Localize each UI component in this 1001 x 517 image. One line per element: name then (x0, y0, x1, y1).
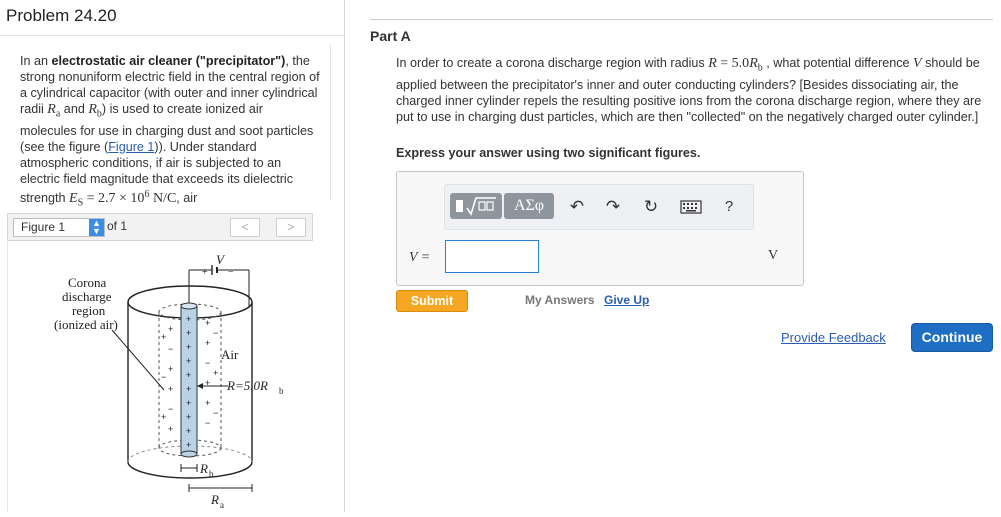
figure-navigation-bar (7, 213, 313, 241)
label-corona: Corona (68, 275, 107, 290)
label-plus: + (202, 267, 208, 278)
templates-icon (450, 193, 502, 219)
svg-text:−: − (205, 418, 211, 428)
math-toolbar (444, 184, 754, 230)
answer-instruction: Express your answer using two significant figures. (396, 146, 701, 160)
my-answers-label: My Answers (525, 293, 595, 307)
svg-text:−: − (168, 404, 174, 414)
svg-text:+: + (186, 398, 192, 408)
label-r-equation: R=5.0R (227, 378, 268, 393)
figure-link[interactable]: Figure 1 (108, 139, 155, 154)
svg-text:+: + (205, 398, 211, 408)
keyboard-icon[interactable] (679, 195, 703, 219)
svg-text:+: + (186, 342, 192, 352)
select-chevron-icon: ▲ ▼ (89, 219, 104, 236)
answer-unit: V (768, 248, 779, 263)
problem-title: Problem 24.20 (6, 6, 117, 25)
svg-text:−: − (213, 408, 219, 418)
label-region: region (72, 303, 106, 318)
svg-text:+: + (186, 328, 192, 338)
label-ra: R (211, 492, 219, 507)
figure-count: of 1 (107, 219, 128, 233)
answer-box (396, 171, 804, 286)
svg-text:+: + (186, 370, 192, 380)
problem-panel (0, 0, 345, 512)
answer-input[interactable] (445, 240, 539, 273)
label-v: V (216, 252, 224, 267)
continue-button[interactable]: Continue (911, 323, 993, 352)
precipitator-diagram (8, 240, 328, 512)
give-up-link[interactable]: Give Up (604, 293, 650, 307)
prev-figure-button[interactable]: < (230, 218, 260, 237)
redo-icon[interactable]: ↷ (605, 197, 621, 216)
svg-text:+: + (168, 324, 174, 334)
svg-text:+: + (168, 424, 174, 434)
svg-text:−: − (161, 372, 167, 382)
label-ra-sub: a (220, 500, 224, 510)
svg-text:+: + (186, 384, 192, 394)
answer-label: V = (409, 250, 431, 265)
undo-icon[interactable]: ↶ (569, 197, 585, 216)
greek-symbols-button[interactable]: ΑΣφ (504, 193, 554, 219)
label-discharge: discharge (62, 289, 112, 304)
label-ionized-air: (ionized air) (54, 317, 118, 332)
provide-feedback-link[interactable]: Provide Feedback (781, 330, 886, 345)
svg-text:−: − (205, 358, 211, 368)
figure-select[interactable]: Figure 1 ▲ ▼ (13, 218, 105, 237)
svg-text:+: + (186, 440, 192, 450)
divider (0, 35, 344, 36)
svg-text:+: + (205, 378, 211, 388)
svg-text:+: + (186, 356, 192, 366)
svg-text:+: + (168, 384, 174, 394)
svg-text:+: + (168, 364, 174, 374)
svg-text:+: + (186, 412, 192, 422)
next-figure-button[interactable]: > (276, 218, 306, 237)
svg-text:+: + (186, 314, 192, 324)
label-rb-sub: b (209, 469, 214, 479)
svg-text:+: + (161, 332, 167, 342)
label-air: Air (221, 347, 239, 362)
svg-text:−: − (213, 328, 219, 338)
svg-text:+: + (205, 338, 211, 348)
templates-button[interactable] (450, 193, 502, 219)
help-icon[interactable]: ? (724, 198, 734, 215)
svg-text:+: + (205, 318, 211, 328)
label-r-equation-sub: b (279, 386, 284, 396)
problem-statement-box[interactable] (8, 44, 331, 209)
svg-text:+: + (161, 412, 167, 422)
reset-icon[interactable]: ↻ (643, 197, 659, 216)
label-rb: R (200, 461, 208, 476)
problem-statement: In an electrostatic air cleaner ("precipitator"), the strong nonuniform electric field in the central region of a cylindrical capacitor (with outer and inner cylindrical radii $R_a$ and $R_b$) is used to create ionized air molecules for use in charging dust and soot particles (see the figure (Figure 1)). Under standard atmospheric conditions, if air is subjected to an electric field magnitude that exceeds its dielectric strength $E_S = 2.7 \times 10^6$ N/C, air (20, 54, 320, 209)
svg-text:−: − (168, 344, 174, 354)
question-text: In order to create a corona discharge region with radius $R = 5.0R_b$ , what potential difference V should be applied between the precipitator's inner and outer conducting cylinders? [Besides dissociating air, the charged inner cylinder repels the resulting positive ions from the corona discharge region, where they are put to use in charging dust particles, which are then "collected" on the negatively charged outer cylinder.] (396, 56, 982, 124)
divider (370, 19, 993, 20)
svg-text:+: + (213, 368, 219, 378)
part-title: Part A (370, 28, 411, 44)
label-minus: − (228, 267, 234, 278)
figure-1 (7, 240, 328, 512)
submit-button[interactable]: Submit (396, 290, 468, 312)
question-panel (345, 0, 1001, 512)
svg-text:+: + (186, 426, 192, 436)
